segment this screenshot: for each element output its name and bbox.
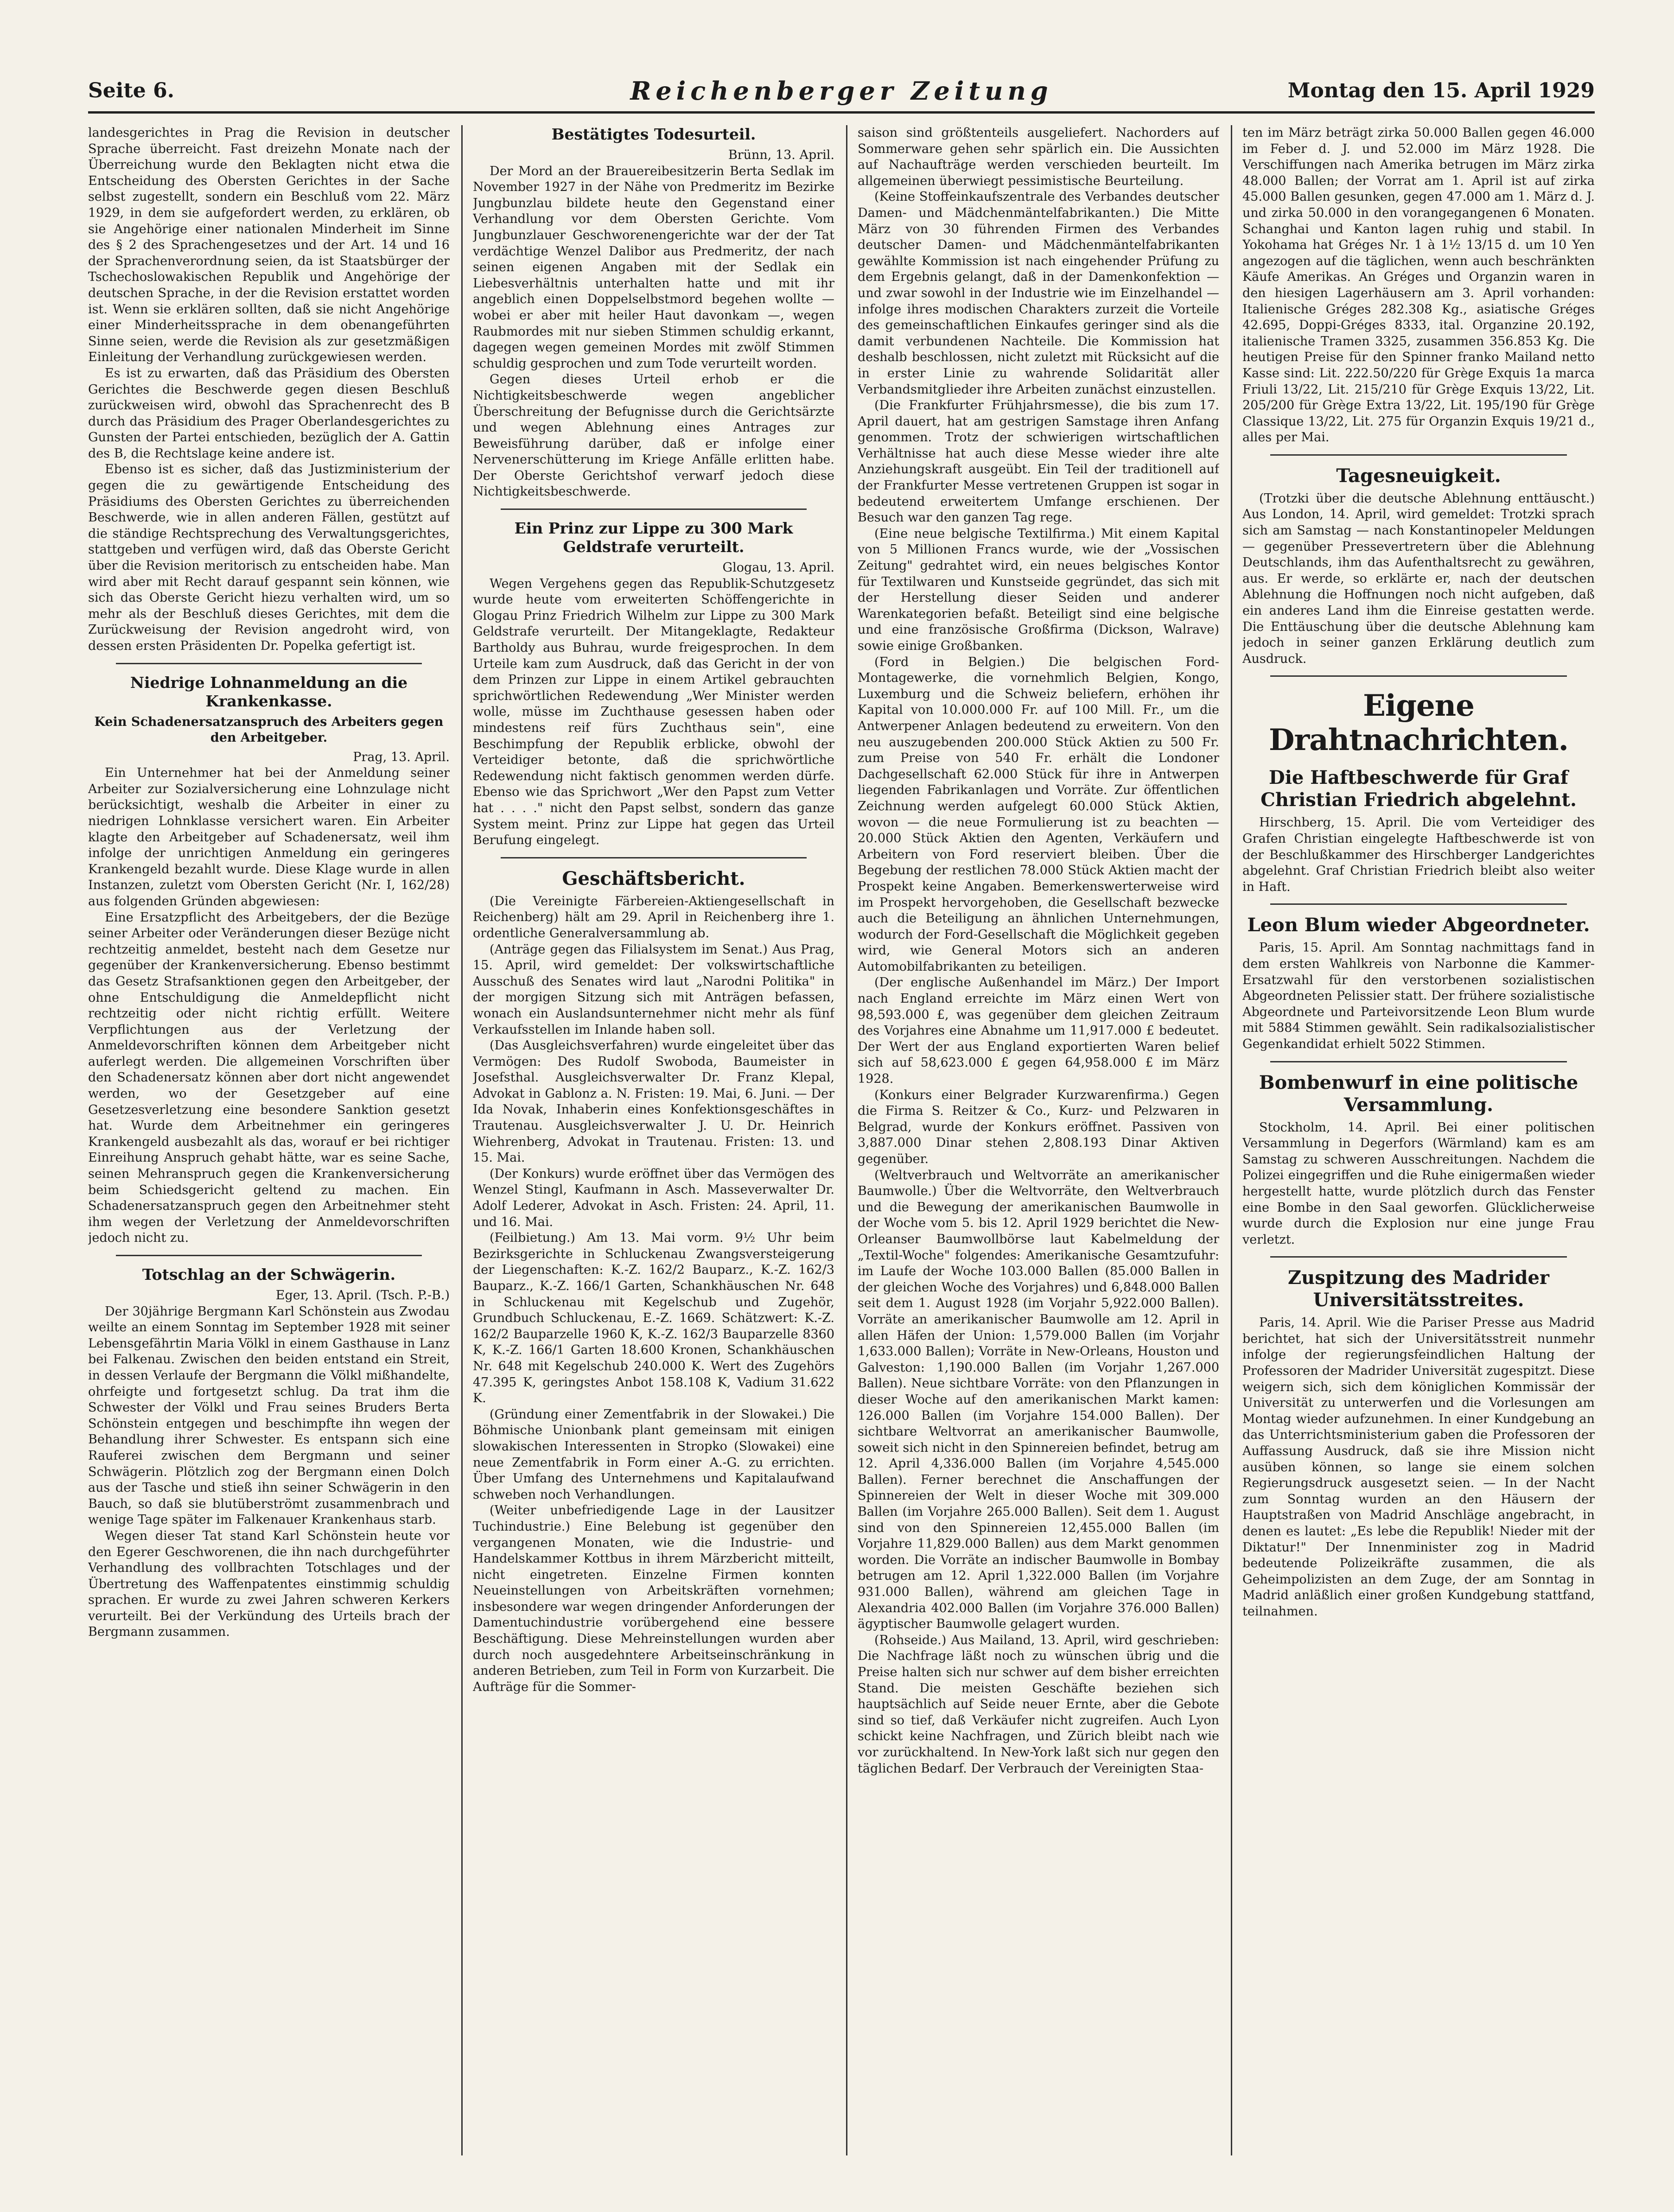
subheadline: Kein Schadenersatzanspruch des Arbeiters gegen den Arbeitgeber. <box>94 714 444 745</box>
newspaper-title: Reichenberger Zeitung <box>630 76 1053 106</box>
article-text: landesgerichtes in Prag die Revision in deutscher Sprache überreicht. Fast dreizehn Monate nach der Überreichung wurde den Beklagten nicht etwa die Entscheidung des Obersten Gerichtes in der Sache selbst zugestellt, sondern ein Beschluß vom 22. März 1929, in dem sie aufgefordert werden, zu erklären, ob sie Angehörige einer nationalen Minderheit im Sinne des § 2 des Sprachengesetzes und der Art. 14 und 16 der Sprachenverordnung seien, da ist Staatsbürger der Tschechoslowakischen Republik und Angehörige der deutschen Sprache, in der die Revision erstattet worden ist. Wenn sie erklären sollten, daß sie nicht Angehörige einer Minderheitssprache in dem obenangeführten Sinne seien, werde die Revision als zur gesetzmäßigen Einleitung der Verhandlung zurückgewiesen werden. <box>88 126 450 365</box>
headline: Leon Blum wieder Abgeordneter. <box>1247 914 1590 936</box>
column-1 <box>88 125 450 2155</box>
business-item: (Der englische Außenhandel im März.) Der Import nach England erreichte im März einen Wert von 98,593.000 £, was gegenüber dem gleichen Zeitraum des Vorjahres eine Abnahme um 11,917.000 £ bedeutet. Der Wert der aus England exportierten Waren belief sich auf 58,623.000 £ gegen 64,958.000 £ im März 1928. <box>858 975 1219 1087</box>
business-item: (Konkurs einer Belgrader Kurzwarenfirma.) Gegen die Firma S. Reitzer & Co., Kurz- und Pelzwaren in Belgrad, wurde der Konkurs eröffnet. Passiven von 3,887.000 Dinar stehen 2,808.193 Dinar Aktiven gegenüber. <box>858 1087 1219 1166</box>
business-item: (Rohseide.) Aus Mailand, 13. April, wird geschrieben: Die Nachfrage läßt noch zu wünschen übrig und die Preise halten sich nur schwer auf dem bisher erreichten Stand. Die meisten Geschäfte beziehen sich hauptsächlich auf Seide neuer Ernte, aber die Gebote sind so tief, daß Verkäufer nicht zugreifen. Auch Lyon schickt keine Nachfragen, und Zürich bleibt nach wie vor zurückhaltend. In New-York laßt sich nur gegen den täglichen Bedarf. Der Verbrauch der Vereinigten Staa- <box>858 1633 1219 1776</box>
article-text: Wegen dieser Tat stand Karl Schönstein heute vor den Egerer Geschworenen, die ihn nach durchgeführter Verhandlung des vollbrachten Totschlages und der Übertretung des Waffenpatentes einstimmig schuldig sprachen. Er wurde zu zwei Jahren schweren Kerkers verurteilt. Bei der Verkündung des Urteils brach der Bergmann zusammen. <box>88 1528 450 1640</box>
dateline: Brünn, 13. April. <box>728 148 834 162</box>
section-heading: Tagesneuigkeit. <box>1336 464 1501 487</box>
article-separator <box>1270 1061 1567 1062</box>
headline: Zuspitzung des Madrider Universitätsstreites. <box>1287 1267 1549 1311</box>
column-rule <box>846 125 847 2155</box>
column-2 <box>473 125 834 2155</box>
headline: Ein Prinz zur Lippe zu 300 Mark Geldstrafe verurteilt. <box>514 519 793 556</box>
column-3 <box>858 125 1219 2155</box>
article-text: (Trotzki über die deutsche Ablehnung enttäuscht.) Aus London, 14. April, wird gemeldet: Trotzki sprach sich am Samstag — nach Konstantinopeler Meldungen — gegenüber Pressevertretern über die Ablehnung Deutschlands, ihm das Aufenthaltsrecht zu gewähren, aus. Er werde, so erklärte er, nach der deutschen Ablehnung die Hoffnungen noch nicht aufgeben, daß ein anderes Land ihm die Einreise gestatten werde. Die Enttäuschung über die deutsche Ablehnung kam jedoch in seiner ganzen Erklärung deutlich zum Ausdruck. <box>1242 491 1595 666</box>
business-item: (Ford in Belgien.) Die belgischen Ford-Montagewerke, die vornehmlich Belgien, Kongo, Luxemburg und die Schweiz beliefern, erhöhen ihr Kapital von 10.000.000 Fr. auf 100 Mill. Fr., um die Antwerpener Anlagen bedeutend zu erweitern. Von den neu auszugebenden 200.000 Stück Aktien zu 500 Fr. zum Preise von 540 Fr. erhält die Londoner Dachgesellschaft 62.000 Stück für ihre in Antwerpen liegenden Fabrikanlagen und Vorräte. Zur öffentlichen Zeichnung werden aufgelegt 60.000 Stück Aktien, wovon — die neue Formulierung ist zu beachten — 20.000 Stück Aktien den Agenten, Verkäufern und Arbeitern von Ford reserviert bleiben. Über die Begebung der restlichen 78.000 Stück Aktien macht der Prospekt keine Angaben. Bemerkenswerterweise wird im Prospekt hervorgehoben, die Gesellschaft bezwecke auch die Beteiligung an ähnlichen Unternehmungen, wodurch der Ford-Gesellschaft die Möglichkeit gegeben wird, wie General Motors sich an anderen Automobilfabrikanten zu beteiligen. <box>858 655 1219 974</box>
article-text: Stockholm, 14. April. Bei einer politischen Versammlung in Degerfors (Wärmland) kam es am Samstag zu schweren Ausschreitungen. Nachdem die Polizei eingegriffen und die Ruhe einigermaßen wieder hergestellt hatte, wurde plötzlich durch das Fenster eine Bombe in den Saal geworfen. Glücklicherweise wurde durch die Explosion nur eine junge Frau verletzt. <box>1242 1120 1595 1247</box>
column-rule <box>461 125 463 2155</box>
business-item: (Anträge gegen das Filialsystem im Senat.) Aus Prag, 15. April, wird gemeldet: Der volkswirtschaftliche Ausschuß des Senates wird laut „Narodni Politika" in der morgigen Sitzung sich mit Anträgen befassen, wonach ein Auslandsunternehmer nicht mehr als fünf Verkaufsstellen im Inlande haben soll. <box>473 942 834 1037</box>
article-text: Gegen dieses Urteil erhob er die Nichtigkeitsbeschwerde wegen angeblicher Überschreitung der Befugnisse durch die Gerichtsärzte und wegen Ablehnung eines Antrages zur Beweisführung darüber, daß er infolge einer Nervenerschütterung im Kriege Anfälle erlitten habe. Der Oberste Gerichtshof verwarf jedoch diese Nichtigkeitsbeschwerde. <box>473 372 834 499</box>
column-rule <box>1231 125 1232 2155</box>
article-text: Ein Unternehmer hat bei der Anmeldung seiner Arbeiter zur Sozialversicherung eine Lohnzulage nicht berücksichtigt, weshalb die Arbeiter in einer zu niedrigen Lohnklasse versichert waren. Ein Arbeiter klagte den Arbeitgeber auf Schadenersatz, weil ihm infolge der unrichtigen Anmeldung ein geringeres Krankengeld bezahlt wurde. Diese Klage wurde in allen Instanzen, zuletzt vom Obersten Gericht (Nr. I, 162/28) aus folgenden Gründen abgewiesen: <box>88 766 450 909</box>
business-item: saison sind größtenteils ausgeliefert. Nachorders auf Sommerware gehen sehr spärlich ein. Die Aussichten auf Nachaufträge werden verschieden beurteilt. Im allgemeinen überwiegt pessimistische Beurteilung. <box>858 126 1219 188</box>
article-text: Der 30jährige Bergmann Karl Schönstein aus Zwodau weilte an einem Sonntag im September 1928 mit seiner Lebensgefährtin Maria Völkl in einem Gasthause in Lanz bei Falkenau. Zwischen den beiden entstand ein Streit, in dessen Verlaufe der Bergmann die Völkl mißhandelte, ohrfeigte und fortgesetzt schlug. Da trat ihm die Schwester der Völkl und Frau seines Bruders Berta Schönstein entgegen und beschimpfte ihn wegen der Behandlung ihrer Schwester. Es entspann sich eine Rauferei zwischen dem Bergmann und seiner Schwägerin. Plötzlich zog der Bergmann einen Dolch aus der Tasche und stieß ihn seiner Schwägerin in den Bauch, so daß sie blutüberströmt zusammenbrach und wenige Tage später im Falkenauer Krankenhaus starb. <box>88 1304 450 1527</box>
article-text: Der Mord an der Brauereibesitzerin Berta Sedlak im November 1927 in der Nähe von Predmeritz im Bezirke Jungbunzlau bildete heute den Gegenstand einer Verhandlung vor dem Obersten Gerichte. Vom Jungbunzlauer Geschworenengerichte war der der Tat verdächtige Wenzel Dalibor aus Predmeritz, der nach seinen eigenen Angaben mit der Sedlak ein Liebesverhältnis unterhalten hatte und mit ihr angeblich einen Doppelselbstmord begehen wollte — wobei er aber mit heiler Haut davonkam —, wegen Raubmordes mit nur sieben Stimmen schuldig erkannt, dagegen wegen gemeinen Mordes mit zwölf Stimmen schuldig gesprochen und zum Tode verurteilt worden. <box>473 164 834 371</box>
business-item: (Feilbietung.) Am 13. Mai vorm. 9½ Uhr beim Bezirksgerichte in Schluckenau Zwangsversteigerung der Liegenschaften: K.-Z. 162/2 Bauparz., K.-Z. 162/3 Bauparz., K.-Z. 166/1 Garten, Schankhäuschen Nr. 648 in Schluckenau mit Kegelschub und Zugehör, Grundbuch Schluckenau, E.-Z. 1669. Schätzwert: K.-Z. 162/2 Bauparzelle 1960 K, K.-Z. 162/3 Bauparzelle 8360 K, K.-Z. 166/1 Garten 18.600 Kronen, Schankhäuschen Nr. 648 mit Kegelschub 240.000 K. Wert des Zugehörs 47.395 K, geringstes Anbot 158.108 K, Vadium 31.622 K. <box>473 1231 834 1406</box>
article-separator <box>1270 675 1567 677</box>
page-number: Seite 6. <box>88 79 175 102</box>
business-item: (Die Frankfurter Frühjahrsmesse), die bis zum 17. April dauert, hat am gestrigen Samstage ihren Anfang genommen. Trotz der schwierigen wirtschaftlichen Verhältnisse hat auch diese Messe wieder ihre alte Anziehungskraft ausgeübt. Ein Teil der traditionell auf der Frankfurter Messe vertretenen Gruppen ist sogar in bedeutend erweitertem Umfange erschienen. Der Besuch war den ganzen Tag rege. <box>858 398 1219 525</box>
dateline: Glogau, 13. April. <box>722 560 834 575</box>
article-separator <box>1270 454 1567 456</box>
section-heading: Geschäftsbericht. <box>562 867 745 890</box>
business-item: (Die Vereinigte Färbereien-Aktiengesellschaft in Reichenberg) hält am 29. April in Reichenberg ihre 1. ordentliche Generalversammlung ab. <box>473 894 834 941</box>
article-text: Wegen Vergehens gegen das Republik-Schutzgesetz wurde heute vom erweiterten Schöffengerichte in Glogau Prinz Friedrich Wilhelm zur Lippe zu 300 Mark Geldstrafe verurteilt. Der Mitangeklagte, Redakteur Bartholdy aus Buhrau, wurde freigesprochen. In dem Urteile kam zum Ausdruck, daß das Gericht in der von dem Prinzen zur Lippe in einem Artikel gebrauchten sprichwörtlichen Redewendung „Wer Minister werden wolle, müsse im Zuchthause gesessen haben oder mindestens reif fürs Zuchthaus sein", eine Beschimpfung der Republik erblicke, obwohl der Verteidiger betonte, daß die sprichwörtliche Redewendung nicht faktisch genommen werden dürfe. Ebenso wie das Sprichwort „Wer den Papst zum Vetter hat . . . ." nicht den Papst selbst, sondern das ganze System meint. Prinz zur Lippe hat gegen das Urteil Berufung eingelegt. <box>473 576 834 848</box>
dateline: Prag, 13. April. <box>353 750 450 764</box>
article-separator <box>1270 1256 1567 1258</box>
headline: Bombenwurf in eine politische Versammlung. <box>1259 1071 1579 1116</box>
business-item: (Der Konkurs) wurde eröffnet über das Vermögen des Wenzel Stingl, Kaufmann in Asch. Masseverwalter Dr. Adolf Lederer, Advokat in Asch. Fristen: 24. April, 11. und 16. Mai. <box>473 1166 834 1229</box>
business-item: (Keine Stoffeinkaufszentrale des Verbandes deutscher Damen- und Mädchenmäntelfabrikanten.) Die Mitte März von 30 führenden Firmen des Verbandes deutscher Damen- und Mädchenmäntelfabrikanten gewählte Kommission ist nach eingehender Prüfung zu dem Ergebnis gelangt, daß in der Damenkonfektion — und zwar sowohl in der Industrie wie im Einzelhandel — infolge ihres modischen Charakters zurzeit die Vorteile des gemeinschaftlichen Einkaufes geringer sind als die damit verbundenen Nachteile. Die Kommission hat deshalb beschlossen, nicht zuletzt mit Rücksicht auf die in erster Linie zu wahrende Solidarität aller Verbandsmitglieder ihre Arbeiten zunächst einzustellen. <box>858 190 1219 397</box>
business-item: (Eine neue belgische Textilfirma.) Mit einem Kapital von 5 Millionen Francs wurde, wie der „Vossischen Zeitung" gedrahtet wird, ein neues belgisches Kontor für Textilwaren und Kunstseide gegründet, das sich mit der Herstellung dieser Seiden und anderer Warenkategorien befaßt. Beteiligt sind eine belgische und eine französische Großfirma (Dickson, Walrave) sowie einige Großbanken. <box>858 526 1219 653</box>
article-text: Es ist zu erwarten, daß das Präsidium des Obersten Gerichtes die Beschwerde gegen diesen Beschluß zurückweisen wird, obwohl das Sprachenrecht des B durch das Präsidium des Prager Oberlandesgerichtes zu Gunsten der Partei entschieden, bezüglich der A. Gattin des B, die Rechtslage keine andere ist. <box>88 366 450 461</box>
article-separator <box>501 857 807 858</box>
newspaper-page <box>88 74 1595 2169</box>
headline: Niedrige Lohnanmeldung an die Krankenkasse. <box>130 673 408 710</box>
headline: Die Haftbeschwerde für Graf Christian Friedrich abgelehnt. <box>1260 767 1577 811</box>
article-separator <box>501 509 807 510</box>
article-text: Ebenso ist es sicher, daß das Justizministerium der gegen die zu gewärtigende Entscheidung des Präsidiums des Obersten Gerichtes zu überreichenden Beschwerde, wie in allen anderen Fällen, gestützt auf die ständige Rechtsprechung des Verwaltungsgerichtes, stattgeben und verfügen wird, daß das Oberste Gericht über die Revision meritorisch zu entscheiden habe. Man wird aber mit Recht darauf gespannt sein können, wie sich das Oberste Gericht hiezu verhalten wird, um so mehr als der Beschluß dieses Gerichtes, mit dem die Zurückweisung der Revision angedroht wird, von dessen ersten Präsidenten Dr. Popelka gefertigt ist. <box>88 462 450 653</box>
issue-date: Montag den 15. April 1929 <box>1287 79 1595 102</box>
article-text: Paris, 15. April. Am Sonntag nachmittags fand in dem ersten Wahlkreis von Narbonne die Kammer-Ersatzwahl für den verstorbenen sozialistischen Abgeordneten Pelissier statt. Der frühere sozialistische Abgeordnete und Parteivorsitzende Leon Blum wurde mit 5884 Stimmen gewählt. Sein radikalsozialistischer Gegenkandidat erhielt 5022 Stimmen. <box>1242 941 1595 1051</box>
headline: Bestätigtes Todesurteil. <box>551 125 756 143</box>
business-item: (Das Ausgleichsverfahren) wurde eingeleitet über das Vermögen: Des Rudolf Swoboda, Baumeister in Josefsthal. Ausgleichsverwalter Dr. Franz Klepal, Advokat in Gablonz a. N. Fristen: 19. Mai, 6. Juni. — Der Ida Novak, Inhaberin eines Konfektionsgeschäftes in Trautenau. Ausgleichsverwalter J. U. Dr. Heinrich Wiehrenberg, Advokat in Trautenau. Fristen: 13. und 15. Mai. <box>473 1038 834 1165</box>
headline: Totschlag an der Schwägerin. <box>142 1265 396 1284</box>
business-item: ten im März beträgt zirka 50.000 Ballen gegen 46.000 im Feber d. J. und 52.000 im März 1928. Die Verschiffungen nach Amerika betrugen im März zirka 48.000 Ballen; der Vorrat am 1. April ist auf zirka 45.000 Ballen gesunken, gegen 47.000 am 1. März d. J. und zirka 50.000 in den vorangegangenen 6 Monaten. Schanghai und Kanton lagen ruhig und stabil. In Yokohama hat Gréges Nr. 1 à 1½ 13/15 d. um 10 Yen angezogen auf die täglichen, wenn auch beschränkten Käufe Amerikas. An Gréges und Organzin waren in den hiesigen Lagerhäusern am 3. April vorhanden: Italienische Gréges 282.308 Kg., asiatische Gréges 42.695, Doppi-Gréges 8333, ital. Organzine 20.192, italienische Tramen 3325, zusammen 356.853 Kg. Die heutigen Preise für den Spinner franko Mailand netto Kasse sind: Lit. 222.50/220 für Grège Exquis 1a marca Friuli 13/22, Lit. 215/210 für Grège Exquis 13/22, Lit. 205/200 für Grège Extra 13/22, Lit. 195/190 für Grège Classique 13/22, Lit. 275 für Organzin Exquis 19/21 d., alles per Mai. <box>1242 126 1595 445</box>
article-text: Paris, 14. April. Wie die Pariser Presse aus Madrid berichtet, hat sich der Universitätsstreit nunmehr infolge der regierungsfeindlichen Haltung der Professoren der Madrider Universität zugespitzt. Diese weigern sich, sich dem königlichen Kommissär der Universität zu unterwerfen und die Vorlesungen am Montag wieder aufzunehmen. In einer Kundgebung an das Unterrichtsministerium gaben die Professoren der Auffassung Ausdruck, daß sie ihre Mission nicht ausüben können, so lange sie einem solchen Regierungsdruck ausgesetzt seien. — In der Nacht zum Sonntag wurden an den Häusern der Hauptstraßen von Madrid Anschläge angebracht, in denen es lautet: „Es lebe die Republik! Nieder mit der Diktatur!" Der Innenminister zog in Madrid bedeutende Polizeikräfte zusammen, die als Geheimpolizisten an dem Zuge, der am Sonntag in Madrid anläßlich einer großen Kundgebung stattfand, teilnahmen. <box>1242 1316 1595 1619</box>
article-text: Hirschberg, 15. April. Die vom Verteidiger des Grafen Christian eingelegte Haftbeschwerde ist von der Beschlußkammer des Hirschberger Landgerichtes abgelehnt. Graf Christian Friedrich bleibt also weiter in Haft. <box>1242 815 1595 894</box>
business-item: (Gründung einer Zementfabrik in der Slowakei.) Die Böhmische Unionbank plant gemeinsam mit einigen slowakischen Interessenten in Stropko (Slowakei) eine neue Zementfabrik in Form einer A.-G. zu errichten. Über Umfang des Unternehmens und Kapitalaufwand schweben noch Verhandlungen. <box>473 1407 834 1502</box>
column-4 <box>1242 125 1595 2155</box>
section-heading: Eigene Drahtnachrichten. <box>1269 688 1568 758</box>
article-separator <box>116 1255 422 1256</box>
business-item: (Weltverbrauch und Weltvorräte an amerikanischer Baumwolle.) Über die Weltvorräte, den Weltverbrauch und die Bewegung der amerikanischen Baumwolle in der Woche vom 5. bis 12. April 1929 berichtet die New-Orleanser Baumwollbörse laut Kabelmeldung der „Textil-Woche" folgendes: Amerikanische Gesamtzufuhr: im Laufe der Woche 103.000 Ballen (85.000 Ballen in der gleichen Woche des Vorjahres) und 6,848.000 Ballen seit dem 1. August 1928 (im Vorjahr 5,922.000 Ballen). Vorräte an amerikanischer Baumwolle am 12. April in allen Häfen der Union: 1,579.000 Ballen (im Vorjahr 1,633.000 Ballen); Vorräte in New-Orleans, Houston und Galveston: 1,190.000 Ballen (im Vorjahr 1,267.000 Ballen). Neue sichtbare Vorräte: von den Pflanzungen in dieser Woche auf den amerikanischen Markt kamen: 126.000 Ballen (im Vorjahre 154.000 Ballen). Der sichtbare Weltvorrat an amerikanischer Baumwolle, soweit sich nicht in den Spinnereien befindet, betrug am 12. April 4,336.000 Ballen (im Vorjahre 4,545.000 Ballen). Ferner berechnet die Anschaffungen der Spinnereien der Welt in dieser Woche mit 309.000 Ballen (im Vorjahre 265.000 Ballen). Seit dem 1. August sind von den Spinnereien 12,455.000 Ballen (im Vorjahre 11,829.000 Ballen) aus dem Markt genommen worden. Die Vorräte an indischer Baumwolle in Bombay betrugen am 12. April 1,322.000 Ballen (im Vorjahre 931.000 Ballen), während am gleichen Tage in Alexandria 402.000 Ballen (im Vorjahre 376.000 Ballen) ägyptischer Baumwolle gelagert wurden. <box>858 1168 1219 1632</box>
article-text: Eine Ersatzpflicht des Arbeitgebers, der die Bezüge seiner Arbeiter oder Veränderungen dieser Bezüge nicht rechtzeitig anmeldet, besteht nach dem Gesetze nur gegenüber der Krankenversicherung. Ebenso bestimmt das Gesetz Strafsanktionen gegen den Arbeitgeber, der ohne Entschuldigung die Anmeldepflicht nicht rechtzeitig oder nicht richtig erfüllt. Weitere Verpflichtungen aus der Verletzung der Anmeldevorschriften können dem Arbeitgeber nicht auferlegt werden. Die allgemeinen Vorschriften über den Schadenersatz können aber dort nicht angewendet werden, wo der Gesetzgeber auf eine Gesetzesverletzung eine besondere Sanktion gesetzt hat. Wurde dem Arbeitnehmer ein geringeres Krankengeld ausbezahlt als das, worauf er bei richtiger Einreihung Anspruch gehabt hätte, war es seine Sache, seinen Mehranspruch gegen die Krankenversicherung beim Schiedsgericht geltend zu machen. Ein Schadenersatzanspruch gegen den Arbeitnehmer steht ihm wegen der Verletzung der Anmeldevorschriften jedoch nicht zu. <box>88 910 450 1246</box>
article-separator <box>116 663 422 664</box>
article-separator <box>1270 903 1567 905</box>
masthead <box>88 74 1595 114</box>
dateline: Eger, 13. April. (Tsch. P.-B.) <box>275 1288 450 1303</box>
business-item: (Weiter unbefriedigende Lage in der Lausitzer Tuchindustrie.) Eine Belebung ist gegenüber den vergangenen Monaten, wie die Industrie- und Handelskammer Kottbus in ihrem Märzbericht mitteilt, nicht eingetreten. Einzelne Firmen konnten Neueinstellungen von Arbeitskräften vornehmen; insbesondere war wegen dringender Anforderungen der Damentuchindustrie vorübergehend eine bessere Beschäftigung. Diese Mehreinstellungen wurden aber durch noch ausgedehntere Arbeitseinschränkung in anderen Betrieben, zum Teil in Form von Kurzarbeit. Die Aufträge für die Sommer- <box>473 1503 834 1694</box>
